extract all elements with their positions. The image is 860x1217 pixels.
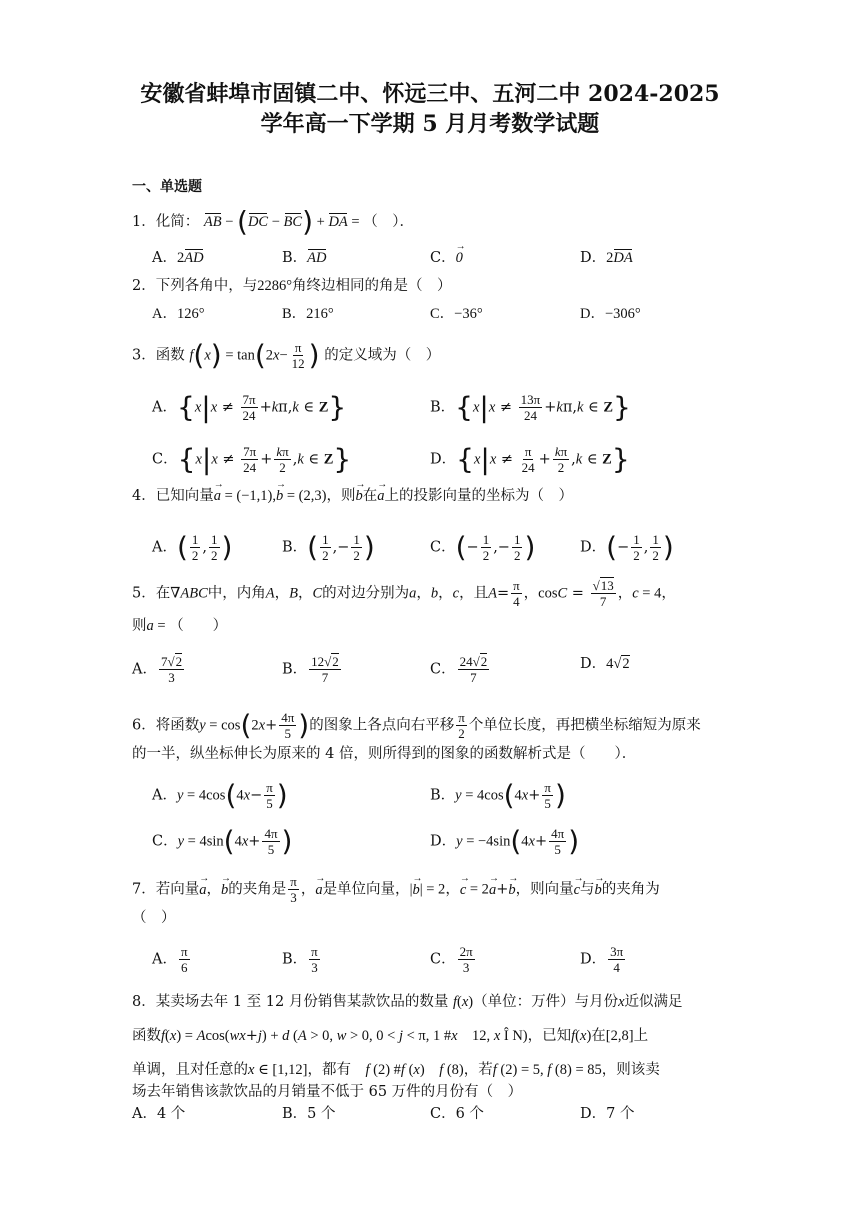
q3-option-d[interactable]: D．{x|x ≠ $\frac{\pi}{24}$ + $\frac{k\pi}{2}$ ,k ∈ Z} — [430, 442, 630, 476]
q8-option-d[interactable]: D．7 个 — [580, 1106, 635, 1122]
question-5-line-2: 则a = （ ） — [132, 618, 228, 634]
question-4: 4．已知向量a → = (−1,1),b → = (2,3)，则b →在a →上的投影向量的坐标为（ ） — [132, 486, 573, 506]
q3-option-c[interactable]: C．{x|x ≠ $\frac{7\pi}{24}$ + $\frac{k\pi}{2}$ ,k ∈ Z} — [152, 442, 352, 476]
q4-option-d[interactable]: D．(− $\frac{1}{2}$ , $\frac{1}{2}$ ) — [580, 530, 674, 564]
question-8-line-2: 函数f(x) = Acos(wx+j) + d (A > 0, w > 0, 0 < j < π, 1 #x 12, x Î N)，已知f(x)在[2,8]上 — [132, 1028, 649, 1044]
section-heading: 一、单选题 — [132, 179, 202, 195]
q4-option-a[interactable]: A．( $\frac{1}{2}$ , $\frac{1}{2}$ ) — [152, 530, 233, 564]
q6-option-a[interactable]: A．y = 4cos(4x− $\frac{\pi}{5}$ ) — [152, 778, 288, 812]
question-8-line-4: 场去年销售该款饮品的月销量不低于 65 万件的月份有（ ） — [132, 1084, 523, 1100]
q2-option-c[interactable]: C．−36° — [430, 306, 483, 322]
question-8: 8．某卖场去年 1 至 12 月份销售某款饮品的数量 f(x)（单位：万件）与月份x近似满足 — [132, 994, 683, 1010]
q2-option-b[interactable]: B．216° — [282, 306, 334, 322]
q1-option-d[interactable]: D．2DA — [580, 250, 633, 266]
q6-option-c[interactable]: C．y = 4sin(4x+ $\frac{4\pi}{5}$ ) — [152, 824, 293, 858]
q3-option-b[interactable]: B．{x|x ≠ $\frac{13\pi}{24}$ +kπ,k ∈ Z} — [430, 390, 631, 424]
q1-option-c[interactable]: C．0 → — [430, 248, 463, 268]
question-7: 7．若向量a →，b →的夹角是 $\frac{\pi}{3}$ ，a →是单位向量，|b →| = 2，c → = 2a →+b →，则向量c →与b →的夹角为 — [132, 874, 660, 905]
q8-option-c[interactable]: C．6 个 — [430, 1106, 484, 1122]
q1-option-a[interactable]: A．2AD — [152, 250, 204, 266]
question-1: 1．化简： AB − (DC − BC) + DA = （ ）． — [132, 205, 414, 238]
q5-option-a[interactable]: A． $\frac{7√2}{3}$ — [132, 654, 183, 685]
q1-option-b[interactable]: B．AD — [282, 250, 327, 266]
q6-option-b[interactable]: B．y = 4cos(4x+ $\frac{\pi}{5}$ ) — [430, 778, 566, 812]
q6-option-d[interactable]: D．y = −4sin(4x+ $\frac{4\pi}{5}$ ) — [430, 824, 580, 858]
question-6-line-2: 的一半，纵坐标伸长为原来的 4 倍，则所得到的图象的函数解析式是（ ）． — [132, 746, 637, 762]
q5-option-c[interactable]: C． $\frac{24√2}{7}$ — [430, 654, 488, 685]
q7-option-b[interactable]: B． $\frac{\pi}{3}$ — [282, 944, 318, 975]
q7-option-a[interactable]: A． $\frac{\pi}{6}$ — [152, 944, 188, 975]
q2-option-d[interactable]: D．−306° — [580, 306, 641, 322]
q3-option-a[interactable]: A．{x|x ≠ $\frac{7\pi}{24}$ +kπ,k ∈ Z} — [152, 390, 347, 424]
question-3: 3．函数 f(x) = tan(2x− $\frac{\pi}{12}$ ) 的定义域为（ ） — [132, 338, 441, 372]
q2-option-a[interactable]: A．126° — [152, 306, 205, 322]
q7-option-c[interactable]: C． $\frac{2\pi}{3}$ — [430, 944, 473, 975]
question-5: 5．在∇ABC中，内角A，B，C的对边分别为a，b，c，且A= $\frac{\pi}{4}$ ，cosC = $\frac{√13}{7}$ ，c = 4， — [132, 578, 676, 609]
exam-title-line-1: 安徽省蚌埠市固镇二中、怀远三中、五河二中 2024-2025 — [140, 81, 720, 107]
question-2: 2．下列各角中，与2286°角终边相同的角是（ ） — [132, 278, 452, 294]
question-8-line-3: 单调，且对任意的x ∈ [1,12]，都有 f (2) #f (x) f (8)，若f (2) = 5, f (8) = 85，则该卖 — [132, 1062, 660, 1078]
q8-option-a[interactable]: A．4 个 — [132, 1106, 186, 1122]
question-1-stem: 1．化简： — [132, 214, 200, 230]
exam-title-line-2: 学年高一下学期 5 月月考数学试题 — [260, 111, 600, 137]
q4-option-b[interactable]: B．( $\frac{1}{2}$ ,− $\frac{1}{2}$ ) — [282, 530, 375, 564]
question-6: 6．将函数y = cos(2x+ $\frac{4\pi}{5}$ )的图象上各点向右平移 $\frac{\pi}{2}$ 个单位长度，再把横坐标缩短为原来 — [132, 708, 701, 742]
q8-option-b[interactable]: B．5 个 — [282, 1106, 336, 1122]
q5-option-d[interactable]: D．4√2 — [580, 656, 630, 672]
question-7-line-2: （ ） — [132, 910, 176, 926]
q4-option-c[interactable]: C．(− $\frac{1}{2}$ ,− $\frac{1}{2}$ ) — [430, 530, 536, 564]
q7-option-d[interactable]: D． $\frac{3\pi}{4}$ — [580, 944, 624, 975]
q5-option-b[interactable]: B． $\frac{12√2}{7}$ — [282, 654, 339, 685]
